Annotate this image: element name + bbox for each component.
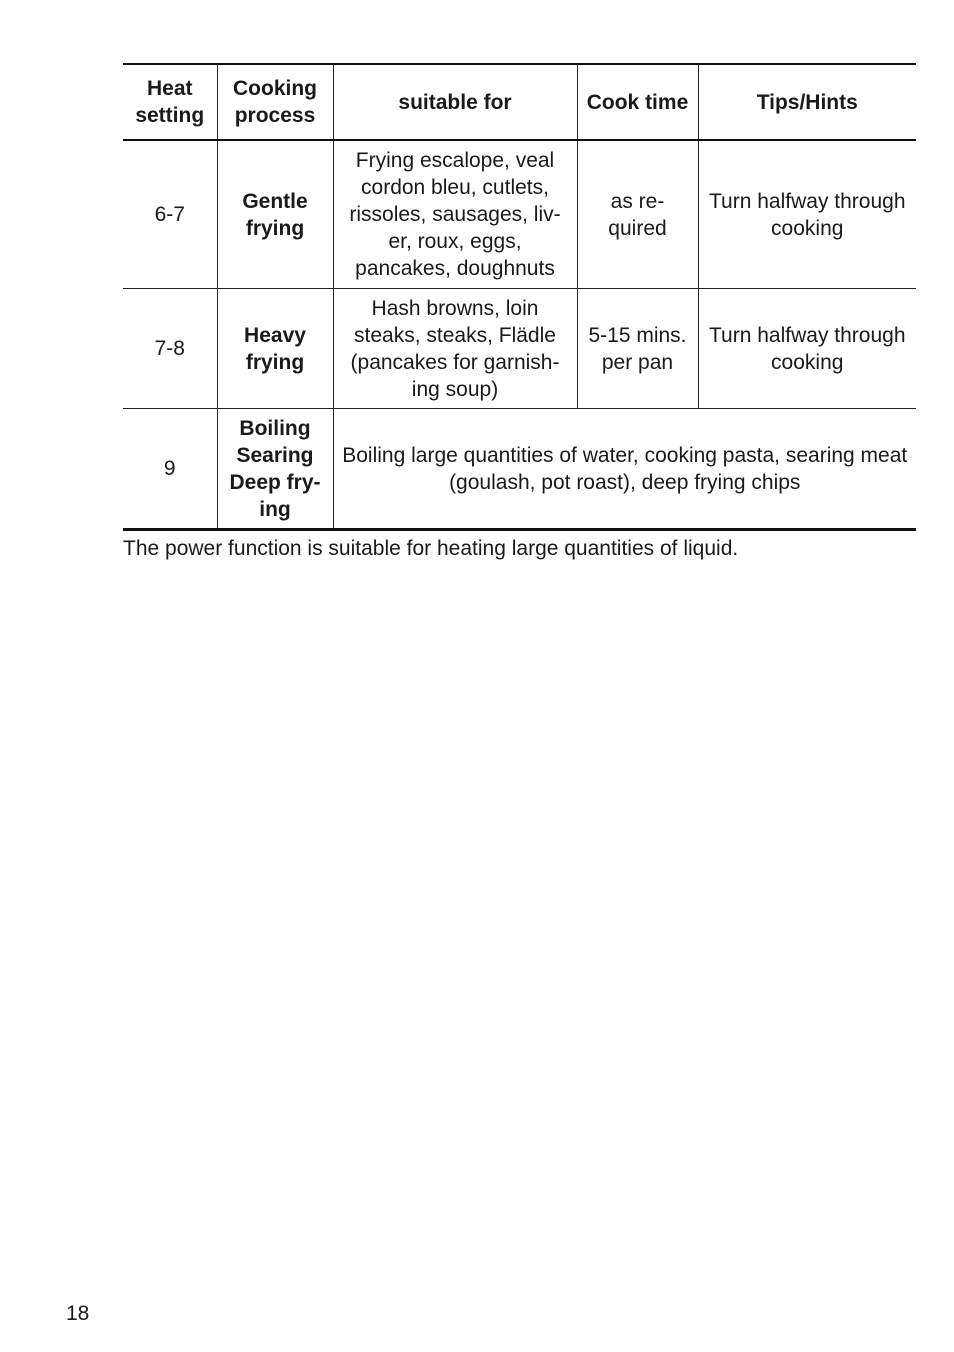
- header-tips-hints: Tips/Hints: [698, 64, 916, 140]
- cooking-process-cell: Boiling Searing Deep fry-ing: [217, 409, 333, 530]
- table-header-row: [123, 64, 916, 140]
- footnote-text: The power function is suitable for heating large quantities of liquid.: [123, 537, 739, 560]
- suitable-for-cell: Hash browns, loin steaks, steaks, Flädle (pancakes for garnish-ing soup): [333, 289, 577, 409]
- suitable-and-tips-merged-cell: Boiling large quantities of water, cooking pasta, searing meat (goulash, pot roast), deep frying chips: [333, 409, 916, 530]
- heat-setting-cell: 7-8: [123, 289, 217, 409]
- tips-cell: Turn halfway through cooking: [698, 140, 916, 289]
- suitable-for-cell: Frying escalope, veal cordon bleu, cutlets, rissoles, sausages, liv-er, roux, eggs, pancakes, doughnuts: [333, 140, 577, 289]
- cook-time-cell: 5-15 mins. per pan: [577, 289, 698, 409]
- heat-setting-cell: 6-7: [123, 140, 217, 289]
- header-cook-time: Cook time: [577, 64, 698, 140]
- header-cooking-process: Cooking process: [217, 64, 333, 140]
- table-row: [123, 409, 916, 530]
- header-suitable-for: suitable for: [333, 64, 577, 140]
- cooking-process-cell: Gentle frying: [217, 140, 333, 289]
- table-row: [123, 289, 916, 409]
- header-heat-setting: Heat setting: [123, 64, 217, 140]
- heat-setting-cell: 9: [123, 409, 217, 530]
- tips-cell: Turn halfway through cooking: [698, 289, 916, 409]
- cook-time-cell: as re-quired: [577, 140, 698, 289]
- page-number: 18: [66, 1302, 90, 1325]
- cooking-process-cell: Heavy frying: [217, 289, 333, 409]
- cooking-table: [123, 63, 916, 531]
- table-row: [123, 140, 916, 289]
